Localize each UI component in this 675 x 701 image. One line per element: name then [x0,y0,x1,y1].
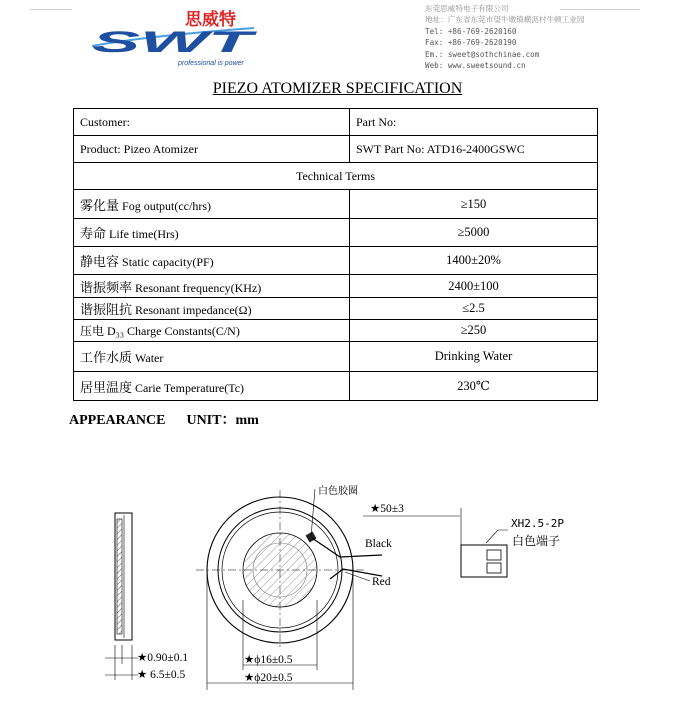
white-glue-label: 白色胶圈 [318,486,358,497]
side-height-dim: ★ 6.5±0.5 [137,669,186,681]
logo-brand: SWT [92,26,259,59]
param-value: ≥5000 [350,219,598,247]
company-web: Web: www.sweetsound.cn [425,60,526,70]
thickness-dim: ★0.90±0.1 [137,652,189,664]
param-label: 雾化量 Fog output(cc/hrs) [74,190,350,219]
appearance-title: APPEARANCE [69,413,166,428]
front-view [196,484,564,690]
param-label: 居里温度 Carie Temperature(Tc) [74,372,350,401]
company-name: 东莞思威特电子有限公司 [425,4,509,13]
black-wire-label: Black [365,538,392,550]
side-hatched-layer [117,519,122,634]
inner-diameter-dim: ★ϕ16±0.5 [244,654,293,666]
white-terminal-label: 白色端子 [512,534,561,548]
product-label: Product: Pizeo Atomizer [74,136,350,163]
company-tel: Tel: +86-769-2620160 [425,26,517,36]
param-label: 工作水质 Water [74,342,350,372]
document-title: PIEZO ATOMIZER SPECIFICATION [212,80,463,97]
param-label: 谐振频率 Resonant frequency(KHz) [74,275,350,298]
param-label: 寿命 Life time(Hrs) [74,219,350,247]
param-value: ≥250 [350,320,598,342]
logo-slogan: professional is power [178,60,244,67]
param-value: 1400±20% [350,247,598,275]
wire-length-dim: ★50±3 [370,503,404,515]
logo-cn-name: 思威特 [185,10,236,30]
connector-label: XH2.5-2P [511,517,564,530]
param-label: 静电容 Static capacity(PF) [74,247,350,275]
company-address: 地址：广东省东莞市望牛墩镇横沥村牛顿工业园 [425,15,585,25]
outer-diameter-dim: ★ϕ20±0.5 [244,672,293,684]
param-value: 2400±100 [350,275,598,298]
side-view [105,513,188,681]
param-value: ≤2.5 [350,298,598,320]
company-fax: Fax: +86-769-2620190 [425,38,517,48]
param-label: 压电 D₃₃ Charge Constants(C/N) [74,320,350,342]
param-value: ≥150 [350,190,598,219]
company-email: Em.: sweet@sothchinae.com [425,49,540,59]
param-value: Drinking Water [350,342,598,372]
param-label: 谐振阻抗 Resonant impedance(Ω) [74,298,350,320]
section-header: Technical Terms [74,163,598,190]
param-value: 230℃ [350,372,598,401]
part-no-label: Part No: [350,109,598,136]
red-wire-label: Red [372,576,391,588]
swt-part-no: SWT Part No: ATD16-2400GSWC [350,136,598,163]
customer-label: Customer: [74,109,350,136]
unit-label: UNIT：mm [186,413,259,428]
